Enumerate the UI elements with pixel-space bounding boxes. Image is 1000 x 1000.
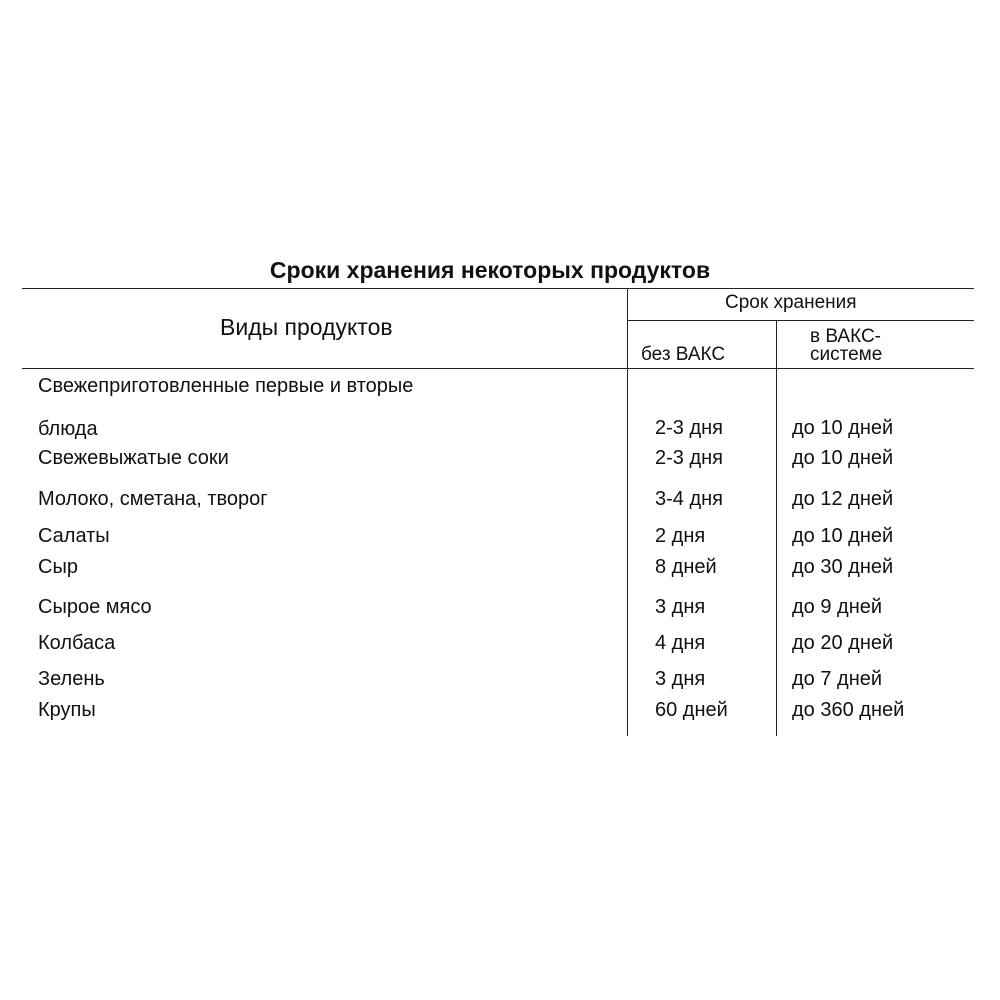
term-without-vacs: 2 дня bbox=[655, 525, 706, 547]
term-with-vacs: до 10 дней bbox=[792, 525, 894, 547]
term-with-vacs: до 12 дней bbox=[792, 488, 894, 510]
product-name: Сырое мясо bbox=[38, 596, 152, 618]
term-without-vacs: 2-3 дня bbox=[655, 417, 724, 439]
product-name-line2: блюда bbox=[38, 418, 98, 440]
term-without-vacs: 3 дня bbox=[655, 668, 706, 690]
header-with-vacs bbox=[810, 328, 920, 364]
term-with-vacs: до 20 дней bbox=[792, 632, 894, 654]
product-name: Салаты bbox=[38, 525, 110, 547]
header-with-vacs-line2: системе bbox=[810, 344, 883, 365]
product-name-line1: Свежеприготовленные первые и вторые bbox=[38, 375, 414, 397]
term-without-vacs: 3-4 дня bbox=[655, 488, 724, 510]
product-name: Свежевыжатые соки bbox=[38, 447, 229, 469]
term-without-vacs: 4 дня bbox=[655, 632, 706, 654]
term-without-vacs: 60 дней bbox=[655, 699, 728, 721]
column-divider-2 bbox=[776, 320, 777, 736]
term-without-vacs: 8 дней bbox=[655, 556, 717, 578]
column-divider-1 bbox=[627, 288, 628, 736]
header-storage-term: Срок хранения bbox=[725, 292, 857, 313]
term-without-vacs: 3 дня bbox=[655, 596, 706, 618]
term-without-vacs: 2-3 дня bbox=[655, 447, 724, 469]
header-bottom-rule bbox=[22, 368, 974, 369]
term-with-vacs: до 10 дней bbox=[792, 417, 894, 439]
table-title: Сроки хранения некоторых продуктов bbox=[269, 257, 711, 283]
header-with-vacs-line1: в ВАКС- bbox=[810, 326, 881, 347]
term-with-vacs: до 360 дней bbox=[792, 699, 905, 721]
term-with-vacs: до 9 дней bbox=[792, 596, 883, 618]
product-name: Сыр bbox=[38, 556, 78, 578]
product-name: Колбаса bbox=[38, 632, 116, 654]
term-with-vacs: до 7 дней bbox=[792, 668, 883, 690]
header-without-vacs: без ВАКС bbox=[641, 344, 726, 365]
storage-term-rule bbox=[627, 320, 974, 321]
top-rule bbox=[22, 288, 974, 289]
product-name: Крупы bbox=[38, 699, 96, 721]
product-name: Молоко, сметана, творог bbox=[38, 488, 268, 510]
term-with-vacs: до 30 дней bbox=[792, 556, 894, 578]
term-with-vacs: до 10 дней bbox=[792, 447, 894, 469]
product-name: Зелень bbox=[38, 668, 105, 690]
header-products: Виды продуктов bbox=[220, 314, 393, 340]
